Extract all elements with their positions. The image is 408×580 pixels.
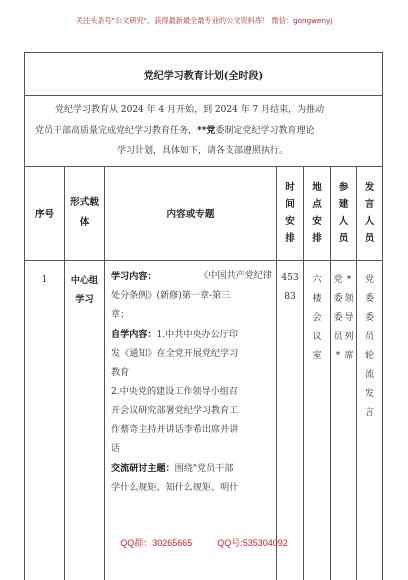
footer-contact: QQ群：30265665 QQ号:535304092	[120, 538, 288, 548]
document-title: 党纪学习教育计划(全时段)	[25, 53, 383, 96]
intro-line-3: 学习计划，具体如下，请各支部遵照执行。	[117, 146, 289, 156]
header-place: 地点安排	[304, 166, 331, 260]
table-header-row	[25, 166, 383, 260]
intro-line-2c: 委制定党纪学习教育理论	[215, 125, 315, 136]
intro-org-marker: **党	[197, 125, 216, 136]
intro-line-1: 党纪学习教育从 2024 年 4 月开始，到 2024 年 7 月结束，为推动	[55, 105, 325, 115]
row-participants: 党委委员**领导列席	[331, 260, 357, 580]
top-banner: 关注头条号"公文研究"，获得最新最全最专业的公文资料库！ 微信：gongwenyj	[75, 16, 333, 25]
row-place: 六楼会议室	[304, 260, 331, 580]
table-row	[25, 260, 383, 580]
header-content: 内容或专题	[105, 166, 277, 260]
header-participants: 参建人员	[331, 166, 357, 260]
header-form: 形式载体	[65, 166, 105, 260]
header-speakers: 发言人员	[357, 166, 383, 260]
row-form: 中心组学习	[65, 260, 105, 580]
intro-line-2a: 党员干部高质量完成党纪学习教育任务，	[35, 125, 198, 136]
row-content: 学习内容： 《中国共产党纪律 处分条例》(新修)第一章-第三 章； 自学内容：1.中共中央办公厅印 发《通知》在全党开展党纪学习 教育 2.中央党的建设工作领导小组召 开会议研究部署党纪学习教育工 作蔡奇主持并讲话李希出席并讲 话 交流研讨主题：围绕"党员干部 学什么规矩、知什么规矩、明什	[105, 260, 277, 580]
row-speakers: 党委委员轮流发言	[357, 260, 383, 580]
intro-paragraph	[25, 96, 383, 167]
header-seq: 序号	[25, 166, 65, 260]
plan-table	[24, 52, 383, 580]
row-seq: 1	[25, 260, 65, 580]
row-time: 453 83	[277, 260, 304, 580]
header-time: 时间安排	[277, 166, 304, 260]
